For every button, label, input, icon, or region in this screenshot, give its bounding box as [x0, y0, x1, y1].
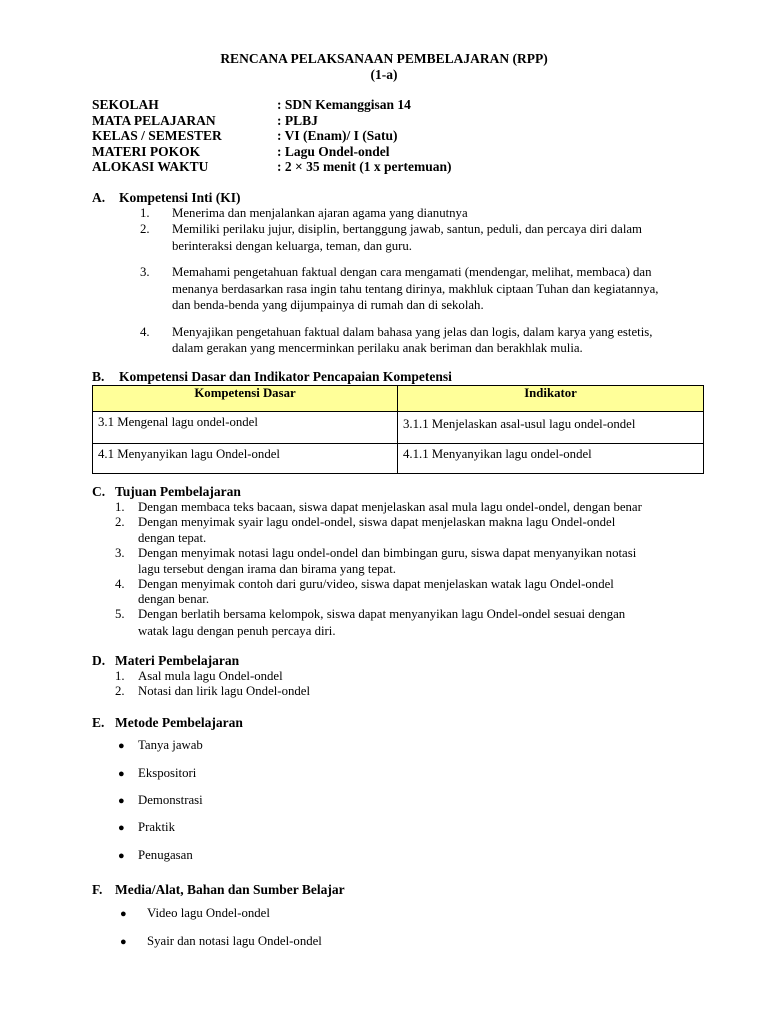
- table-cell: 3.1 Mengenal lagu ondel-ondel: [93, 412, 398, 444]
- section-letter: F.: [92, 882, 103, 897]
- section-title: Kompetensi Dasar dan Indikator Pencapaian Kompetensi: [119, 369, 452, 384]
- list-item-text: Asal mula lagu Ondel-ondel: [138, 669, 283, 683]
- list-item-text: Notasi dan lirik lagu Ondel-ondel: [138, 684, 311, 698]
- section-title: Tujuan Pembelajaran: [115, 484, 241, 499]
- list-item-text: menanya berdasarkan rasa ingin tahu tentang dirinya, makhluk ciptaan Tuhan dan kegiatannya,: [172, 282, 659, 296]
- table-cell: 4.1.1 Menyanyikan lagu ondel-ondel: [398, 444, 704, 474]
- list-item-text: Dengan menyimak syair lagu ondel-ondel, siswa dapat menjelaskan makna lagu Ondel-ondel: [138, 515, 616, 529]
- info-value-mata-pelajaran: : PLBJ: [277, 113, 318, 128]
- list-item-text: dalam gerakan yang mencerminkan perilaku anak beriman dan berakhlak mulia.: [172, 341, 583, 355]
- list-item-text: Tanya jawab: [138, 738, 203, 752]
- table-row: [93, 412, 704, 444]
- list-number: 4.: [115, 577, 125, 591]
- document-subtitle: (1-a): [370, 67, 398, 82]
- list-item-text: dengan benar.: [138, 592, 210, 606]
- list-item-text: Video lagu Ondel-ondel: [147, 906, 270, 920]
- list-item-text: lagu tersebut dengan irama dan birama yang tepat.: [138, 562, 396, 576]
- list-number: 1.: [115, 500, 125, 514]
- list-item-text: Memahami pengetahuan faktual dengan cara mengamati (mendengar, melihat, membaca) dan: [172, 265, 652, 279]
- list-item-text: dengan tepat.: [138, 531, 207, 545]
- section-letter: C.: [92, 484, 106, 499]
- list-number: 1.: [140, 206, 150, 220]
- table-cell: 4.1 Menyanyikan lagu Ondel-ondel: [93, 444, 398, 474]
- list-item-text: Dengan menyimak notasi lagu ondel-ondel dan bimbingan guru, siswa dapat menyanyikan notasi: [138, 546, 637, 560]
- section-letter: E.: [92, 715, 105, 730]
- list-item-text: Demonstrasi: [138, 793, 203, 807]
- list-number: 2.: [115, 684, 125, 698]
- table-header-row: [93, 386, 704, 412]
- list-number: 2.: [140, 222, 150, 236]
- list-item-text: Syair dan notasi lagu Ondel-ondel: [147, 934, 322, 948]
- info-label-sekolah: SEKOLAH: [92, 97, 159, 112]
- competency-table: [92, 385, 704, 474]
- info-value-kelas-semester: : VI (Enam)/ I (Satu): [277, 128, 398, 143]
- list-number: 1.: [115, 669, 125, 683]
- info-label-alokasi-waktu: ALOKASI WAKTU: [92, 159, 209, 174]
- list-item-text: Penugasan: [138, 848, 193, 862]
- list-number: 3.: [115, 546, 125, 560]
- table-cell: 3.1.1 Menjelaskan asal-usul lagu ondel-ondel: [398, 412, 704, 444]
- list-number: 2.: [115, 515, 125, 529]
- list-item-text: Dengan berlatih bersama kelompok, siswa dapat menyanyikan lagu Ondel-ondel sesuai dengan: [138, 607, 626, 621]
- list-item-text: Menerima dan menjalankan ajaran agama yang dianutnya: [172, 206, 468, 220]
- list-number: 4.: [140, 325, 150, 339]
- section-title: Metode Pembelajaran: [115, 715, 243, 730]
- info-label-mata-pelajaran: MATA PELAJARAN: [92, 113, 216, 128]
- bullet-icon: ●: [120, 908, 127, 920]
- list-item-text: Dengan menyimak contoh dari guru/video, siswa dapat menjelaskan watak lagu Ondel-ondel: [138, 577, 614, 591]
- list-item-text: Praktik: [138, 820, 175, 834]
- table-header-indikator: Indikator: [398, 386, 704, 412]
- bullet-icon: ●: [118, 740, 125, 752]
- section-letter: B.: [92, 369, 105, 384]
- table-header-kompetensi-dasar: Kompetensi Dasar: [93, 386, 398, 412]
- section-letter: D.: [92, 653, 106, 668]
- info-label-kelas-semester: KELAS / SEMESTER: [92, 128, 222, 143]
- list-number: 5.: [115, 607, 125, 621]
- bullet-icon: ●: [118, 822, 125, 834]
- info-value-alokasi-waktu: : 2 × 35 menit (1 x pertemuan): [277, 159, 452, 174]
- info-value-sekolah: : SDN Kemanggisan 14: [277, 97, 411, 112]
- list-item-text: Memiliki perilaku jujur, disiplin, bertanggung jawab, santun, peduli, dan percaya diri dalam: [172, 222, 643, 236]
- info-label-materi-pokok: MATERI POKOK: [92, 144, 201, 159]
- list-item-text: berinteraksi dengan keluarga, teman, dan guru.: [172, 239, 412, 253]
- bullet-icon: ●: [118, 850, 125, 862]
- section-title: Media/Alat, Bahan dan Sumber Belajar: [115, 882, 345, 897]
- section-letter: A.: [92, 190, 106, 205]
- list-item-text: Menyajikan pengetahuan faktual dalam bahasa yang jelas dan logis, dalam karya yang estetis,: [172, 325, 653, 339]
- info-value-materi-pokok: : Lagu Ondel-ondel: [277, 144, 390, 159]
- section-title: Materi Pembelajaran: [115, 653, 240, 668]
- list-item-text: Ekspositori: [138, 766, 197, 780]
- bullet-icon: ●: [120, 936, 127, 948]
- bullet-icon: ●: [118, 795, 125, 807]
- list-number: 3.: [140, 265, 150, 279]
- list-item-text: watak lagu dengan penuh percaya diri.: [138, 624, 336, 638]
- list-item-text: Dengan membaca teks bacaan, siswa dapat menjelaskan asal mula lagu ondel-ondel, dengan benar: [138, 500, 642, 514]
- document-title: RENCANA PELAKSANAAN PEMBELAJARAN (RPP): [220, 51, 548, 66]
- table-row: [93, 444, 704, 474]
- section-title: Kompetensi Inti (KI): [119, 190, 241, 205]
- list-item-text: dan benda-benda yang dijumpainya di rumah dan di sekolah.: [172, 298, 484, 312]
- bullet-icon: ●: [118, 768, 125, 780]
